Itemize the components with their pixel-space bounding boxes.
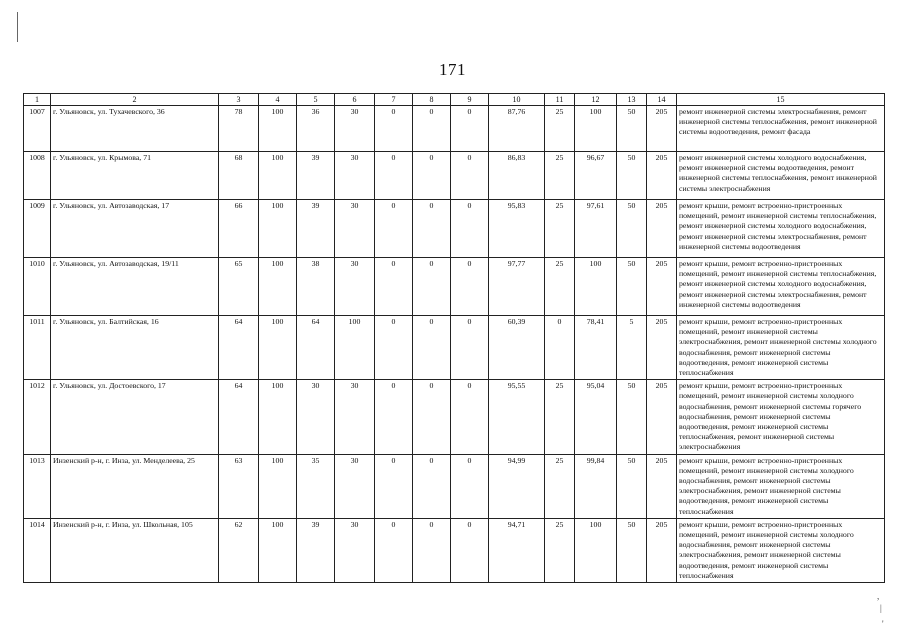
col-7-cell: 0	[375, 258, 413, 316]
works-list-cell: ремонт крыши, ремонт встроенно-пристроенных помещений, ремонт инженерной системы холодного водоснабжения, ремонт инженерной системы электроснабжения, ремонт инженерной системы водоотведения, ремонт инженерной системы теплоснабжения	[677, 454, 885, 518]
col-13-cell: 50	[617, 380, 647, 454]
col-13-cell: 50	[617, 454, 647, 518]
col-10-cell: 94,99	[489, 454, 545, 518]
col-8-cell: 0	[413, 152, 451, 200]
col-5-cell: 38	[297, 258, 335, 316]
col-11-cell: 25	[545, 518, 575, 582]
works-list-cell: ремонт инженерной системы холодного водоснабжения, ремонт инженерной системы водоотведения, ремонт инженерной системы теплоснабжения, ремонт инженерной системы электроснабжения	[677, 152, 885, 200]
col-3-cell: 64	[219, 380, 259, 454]
col-5-cell: 64	[297, 316, 335, 380]
col-13-cell: 50	[617, 106, 647, 152]
header-cell: 14	[647, 94, 677, 106]
col-10-cell: 95,55	[489, 380, 545, 454]
col-7-cell: 0	[375, 200, 413, 258]
col-10-cell: 95,83	[489, 200, 545, 258]
col-6-cell: 30	[335, 152, 375, 200]
table-row	[24, 380, 885, 454]
col-8-cell: 0	[413, 454, 451, 518]
col-3-cell: 64	[219, 316, 259, 380]
table-row	[24, 106, 885, 152]
col-7-cell: 0	[375, 106, 413, 152]
col-6-cell: 30	[335, 258, 375, 316]
col-7-cell: 0	[375, 152, 413, 200]
col-8-cell: 0	[413, 380, 451, 454]
row-number-cell: 1010	[24, 258, 51, 316]
col-8-cell: 0	[413, 200, 451, 258]
table-row	[24, 316, 885, 380]
col-13-cell: 50	[617, 258, 647, 316]
col-12-cell: 100	[575, 258, 617, 316]
col-3-cell: 66	[219, 200, 259, 258]
col-10-cell: 86,83	[489, 152, 545, 200]
col-13-cell: 50	[617, 518, 647, 582]
works-list-cell: ремонт крыши, ремонт встроенно-пристроенных помещений, ремонт инженерной системы теплоснабжения, ремонт инженерной системы холодного водоснабжения, ремонт инженерной системы электроснабжения, ремонт инженерной системы водоотведения	[677, 258, 885, 316]
col-5-cell: 39	[297, 200, 335, 258]
col-6-cell: 100	[335, 316, 375, 380]
row-number-cell: 1007	[24, 106, 51, 152]
row-number-cell: 1013	[24, 454, 51, 518]
header-cell: 1	[24, 94, 51, 106]
col-4-cell: 100	[259, 152, 297, 200]
col-14-cell: 205	[647, 106, 677, 152]
header-cell: 9	[451, 94, 489, 106]
scan-edge-line	[17, 12, 18, 42]
col-9-cell: 0	[451, 316, 489, 380]
col-6-cell: 30	[335, 454, 375, 518]
col-14-cell: 205	[647, 200, 677, 258]
col-14-cell: 205	[647, 316, 677, 380]
col-12-cell: 100	[575, 106, 617, 152]
col-7-cell: 0	[375, 454, 413, 518]
header-cell: 12	[575, 94, 617, 106]
col-9-cell: 0	[451, 258, 489, 316]
table-row	[24, 258, 885, 316]
works-list-cell: ремонт крыши, ремонт встроенно-пристроенных помещений, ремонт инженерной системы холодного водоснабжения, ремонт инженерной системы электроснабжения, ремонт инженерной системы водоотведения, ремонт инженерной системы теплоснабжения	[677, 518, 885, 582]
col-9-cell: 0	[451, 106, 489, 152]
col-8-cell: 0	[413, 258, 451, 316]
col-13-cell: 50	[617, 152, 647, 200]
header-cell: 11	[545, 94, 575, 106]
col-11-cell: 25	[545, 258, 575, 316]
col-14-cell: 205	[647, 152, 677, 200]
header-cell: 5	[297, 94, 335, 106]
col-4-cell: 100	[259, 518, 297, 582]
address-cell: г. Ульяновск, ул. Крымова, 71	[51, 152, 219, 200]
col-6-cell: 30	[335, 200, 375, 258]
col-13-cell: 50	[617, 200, 647, 258]
col-9-cell: 0	[451, 152, 489, 200]
col-12-cell: 96,67	[575, 152, 617, 200]
table-body	[24, 106, 885, 583]
address-cell: Инзенский р-н, г. Инза, ул. Менделеева, 25	[51, 454, 219, 518]
address-cell: г. Ульяновск, ул. Достоевского, 17	[51, 380, 219, 454]
works-list-cell: ремонт крыши, ремонт встроенно-пристроенных помещений, ремонт инженерной системы электроснабжения, ремонт инженерной системы холодного водоснабжения, ремонт инженерной системы водоотведения, ремонт инженерной системы теплоснабжения	[677, 316, 885, 380]
col-11-cell: 0	[545, 316, 575, 380]
col-14-cell: 205	[647, 454, 677, 518]
header-cell: 7	[375, 94, 413, 106]
col-14-cell: 205	[647, 518, 677, 582]
col-3-cell: 63	[219, 454, 259, 518]
col-14-cell: 205	[647, 258, 677, 316]
header-cell: 3	[219, 94, 259, 106]
works-list-cell: ремонт крыши, ремонт встроенно-пристроенных помещений, ремонт инженерной системы холодного водоснабжения, ремонт инженерной системы горячего водоснабжения, ремонт инженерной системы водоотведения, ремонт инженерной системы теплоснабжения, ремонт инженерной системы электроснабжения	[677, 380, 885, 454]
col-6-cell: 30	[335, 106, 375, 152]
header-cell: 10	[489, 94, 545, 106]
col-3-cell: 78	[219, 106, 259, 152]
col-10-cell: 87,76	[489, 106, 545, 152]
col-4-cell: 100	[259, 106, 297, 152]
scan-edge-mark: '	[882, 619, 884, 629]
address-cell: г. Ульяновск, ул. Балтийская, 16	[51, 316, 219, 380]
address-cell: г. Ульяновск, ул. Автозаводская, 17	[51, 200, 219, 258]
row-number-cell: 1011	[24, 316, 51, 380]
col-3-cell: 62	[219, 518, 259, 582]
col-6-cell: 30	[335, 380, 375, 454]
works-list-cell: ремонт инженерной системы электроснабжения, ремонт инженерной системы теплоснабжения, ремонт инженерной системы водоотведения, ремонт фасада	[677, 106, 885, 152]
col-7-cell: 0	[375, 316, 413, 380]
col-4-cell: 100	[259, 454, 297, 518]
col-5-cell: 39	[297, 518, 335, 582]
works-list-cell: ремонт крыши, ремонт встроенно-пристроенных помещений, ремонт инженерной системы теплоснабжения, ремонт инженерной системы холодного водоснабжения, ремонт инженерной системы электроснабжения, ремонт инженерной системы водоотведения	[677, 200, 885, 258]
col-4-cell: 100	[259, 316, 297, 380]
header-cell: 15	[677, 94, 885, 106]
row-number-cell: 1009	[24, 200, 51, 258]
row-number-cell: 1012	[24, 380, 51, 454]
col-11-cell: 25	[545, 200, 575, 258]
col-10-cell: 97,77	[489, 258, 545, 316]
col-5-cell: 35	[297, 454, 335, 518]
table-row	[24, 152, 885, 200]
col-10-cell: 60,39	[489, 316, 545, 380]
row-number-cell: 1014	[24, 518, 51, 582]
col-9-cell: 0	[451, 380, 489, 454]
col-3-cell: 68	[219, 152, 259, 200]
address-cell: г. Ульяновск, ул. Автозаводская, 19/11	[51, 258, 219, 316]
table-row	[24, 454, 885, 518]
scan-edge-mark: ,	[877, 591, 880, 601]
col-4-cell: 100	[259, 200, 297, 258]
col-5-cell: 39	[297, 152, 335, 200]
col-12-cell: 95,04	[575, 380, 617, 454]
col-10-cell: 94,71	[489, 518, 545, 582]
col-12-cell: 78,41	[575, 316, 617, 380]
col-4-cell: 100	[259, 380, 297, 454]
col-12-cell: 100	[575, 518, 617, 582]
header-row	[24, 94, 885, 106]
col-8-cell: 0	[413, 518, 451, 582]
col-11-cell: 25	[545, 152, 575, 200]
col-14-cell: 205	[647, 380, 677, 454]
address-cell: г. Ульяновск, ул. Тухачевского, 36	[51, 106, 219, 152]
col-6-cell: 30	[335, 518, 375, 582]
header-cell: 2	[51, 94, 219, 106]
header-cell: 4	[259, 94, 297, 106]
col-5-cell: 30	[297, 380, 335, 454]
col-9-cell: 0	[451, 200, 489, 258]
header-cell: 8	[413, 94, 451, 106]
col-8-cell: 0	[413, 106, 451, 152]
col-9-cell: 0	[451, 454, 489, 518]
col-7-cell: 0	[375, 518, 413, 582]
col-4-cell: 100	[259, 258, 297, 316]
col-5-cell: 36	[297, 106, 335, 152]
col-11-cell: 25	[545, 380, 575, 454]
header-cell: 13	[617, 94, 647, 106]
scan-edge-mark: |	[880, 603, 882, 613]
header-cell: 6	[335, 94, 375, 106]
col-11-cell: 25	[545, 454, 575, 518]
table-row	[24, 518, 885, 582]
col-13-cell: 5	[617, 316, 647, 380]
page-number: 171	[439, 60, 466, 79]
col-3-cell: 65	[219, 258, 259, 316]
col-8-cell: 0	[413, 316, 451, 380]
col-12-cell: 97,61	[575, 200, 617, 258]
table-row	[24, 200, 885, 258]
works-table	[23, 93, 885, 583]
row-number-cell: 1008	[24, 152, 51, 200]
col-7-cell: 0	[375, 380, 413, 454]
address-cell: Инзенский р-н, г. Инза, ул. Школьная, 105	[51, 518, 219, 582]
col-11-cell: 25	[545, 106, 575, 152]
col-9-cell: 0	[451, 518, 489, 582]
col-12-cell: 99,84	[575, 454, 617, 518]
